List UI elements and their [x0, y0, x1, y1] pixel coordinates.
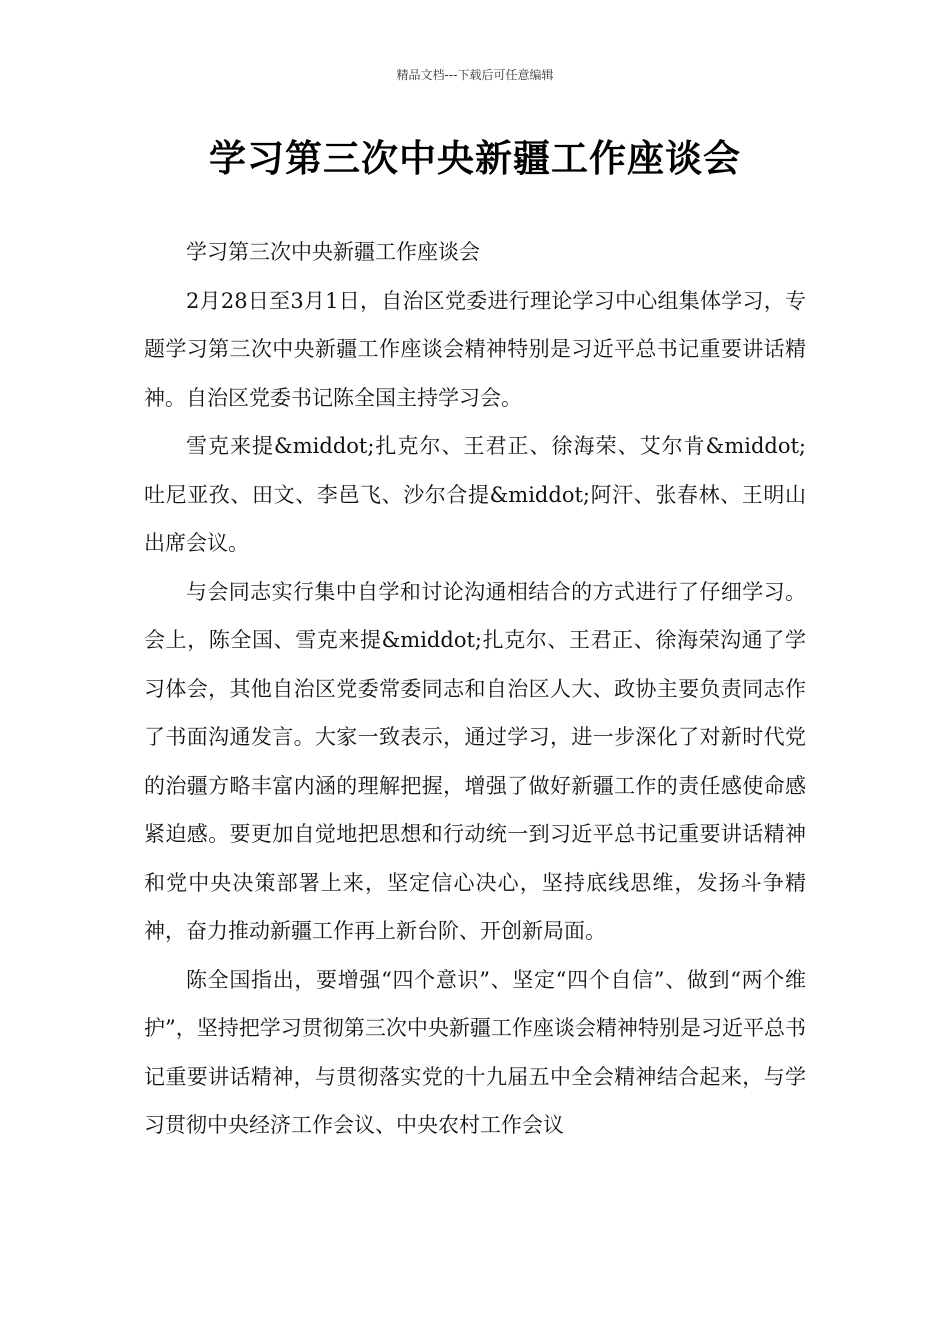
paragraph-4: 陈全国指出，要增强“四个意识”、坚定“四个自信”、做到“两个维护”，坚持把学习贯彻第三次中央新疆工作座谈会精神特别是习近平总书记重要讲话精神，与贯彻落实党的十九届五中全会精神结合起来，与学习贯彻中央经济工作会议、中央农村工作会议 [144, 967, 806, 1137]
paragraph-1: 2月28日至3月1日，自治区党委进行理论学习中心组集体学习，专题学习第三次中央新疆工作座谈会精神特别是习近平总书记重要讲话精神。自治区党委书记陈全国主持学习会。 [144, 288, 806, 410]
paragraph-subtitle: 学习第三次中央新疆工作座谈会 [186, 240, 480, 264]
document-body [144, 228, 806, 1150]
paragraph-3: 与会同志实行集中自学和讨论沟通相结合的方式进行了仔细学习。会上，陈全国、雪克来提&middot;扎克尔、王君正、徐海荣沟通了学习体会，其他自治区党委常委同志和自治区人大、政协主要负责同志作了书面沟通发言。大家一致表示，通过学习，进一步深化了对新时代党的治疆方略丰富内涵的理解把握，增强了做好新疆工作的责任感使命感紧迫感。要更加自觉地把思想和行动统一到习近平总书记重要讲话精神和党中央决策部署上来，坚定信心决心，坚持底线思维，发扬斗争精神，奋力推动新疆工作再上新台阶、开创新局面。 [144, 579, 806, 943]
paragraph-2: 雪克来提&middot;扎克尔、王君正、徐海荣、艾尔肯&middot;吐尼亚孜、田文、李邑飞、沙尔合提&middot;阿汗、张春林、王明山出席会议。 [144, 434, 806, 555]
document-title: 学习第三次中央新疆工作座谈会 [209, 137, 741, 180]
header-note: 精品文档---下载后可任意编辑 [396, 68, 554, 82]
